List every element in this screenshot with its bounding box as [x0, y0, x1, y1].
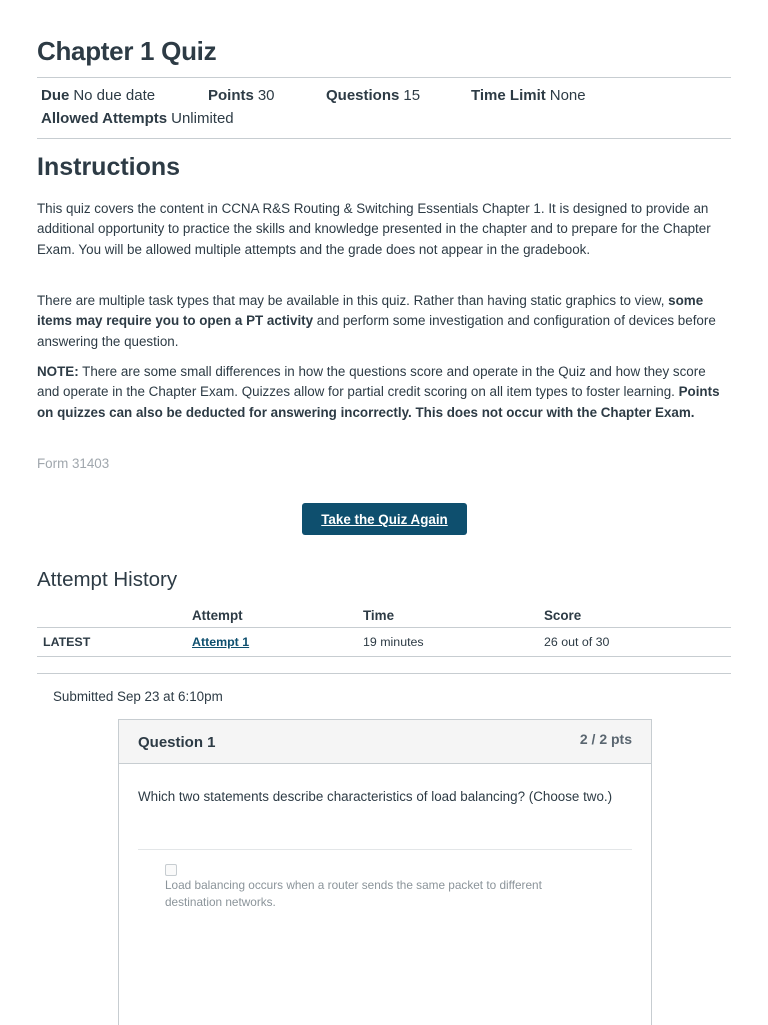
attempt-history-heading: Attempt History: [37, 568, 178, 591]
instructions-paragraph-1: This quiz covers the content in CCNA R&S Routing & Switching Essentials Chapter 1. It is designed to provide an additional opportunity to practice the skills and knowledge presented in the chapter and to prepare for the Chapter Exam. You will be allowed multiple attempts and the grade does not appear in the gradebook.: [37, 201, 711, 257]
questions-label: Questions: [326, 87, 400, 104]
allowed-attempts-value: Unlimited: [171, 110, 234, 127]
note-label: NOTE:: [37, 364, 79, 379]
p2-text-c: and perform some investigation and configuration of devices before answering the question.: [37, 313, 716, 349]
time-limit-value: None: [549, 87, 586, 104]
points-value: 30: [257, 87, 275, 104]
due-info: [41, 87, 155, 104]
p3-text-bold: Points on quizzes can also be deducted for answering incorrectly. This does not occur with the Chapter Exam.: [37, 384, 720, 420]
table-header: [37, 603, 731, 628]
divider: [37, 673, 731, 674]
quiz-meta: [37, 77, 731, 139]
submitted-timestamp: Submitted Sep 23 at 6:10pm: [53, 689, 223, 704]
attempt-history-table: [37, 603, 731, 657]
question-title: Question 1: [138, 734, 216, 751]
time-limit-info: [471, 87, 586, 104]
instructions-heading: Instructions: [37, 153, 181, 181]
due-value: No due date: [73, 87, 156, 104]
question-card: [118, 719, 652, 1025]
question-points: 2 / 2 pts: [579, 731, 632, 747]
points-label: Points: [208, 87, 254, 104]
form-id: Form 31403: [37, 456, 110, 471]
attempt-time: 19 minutes: [363, 635, 424, 649]
p3-text-b: There are some small differences in how the questions score and operate in the Quiz and how they score and operate in the Chapter Exam. Quizzes allow for partial credit scoring on all item types to foster learning.: [37, 364, 706, 400]
allowed-attempts-label: Allowed Attempts: [41, 110, 168, 127]
latest-label: LATEST: [43, 635, 91, 649]
time-limit-label: Time Limit: [471, 87, 546, 104]
answer-option-text: Load balancing occurs when a router sends the same packet to different destination networks.: [165, 878, 542, 909]
questions-info: [326, 87, 420, 104]
column-header-attempt: Attempt: [192, 608, 243, 623]
due-label: Due: [41, 87, 70, 104]
p2-text-bold: some items may require you to open a PT activity: [37, 293, 704, 329]
attempt-score: 26 out of 30: [544, 635, 610, 649]
take-quiz-again-button[interactable]: Take the Quiz Again: [302, 503, 467, 535]
instructions-paragraph-2: [37, 291, 731, 352]
column-header-time: Time: [363, 608, 395, 623]
page-title: Chapter 1 Quiz: [37, 36, 217, 66]
attempt-1-link[interactable]: Attempt 1: [192, 635, 250, 649]
p2-text-a: There are multiple task types that may be available in this quiz. Rather than having static graphics to view,: [37, 293, 669, 308]
column-header-score: Score: [544, 608, 582, 623]
instructions-paragraph-3: [37, 362, 731, 423]
allowed-attempts-info: [41, 110, 234, 127]
question-text: Which two statements describe characteristics of load balancing? (Choose two.): [138, 789, 613, 804]
table-row: [37, 628, 731, 657]
question-separator: [138, 849, 632, 850]
points-info: [208, 87, 275, 104]
answer-checkbox: [165, 864, 177, 876]
questions-value: 15: [403, 87, 421, 104]
question-header: [119, 720, 651, 764]
